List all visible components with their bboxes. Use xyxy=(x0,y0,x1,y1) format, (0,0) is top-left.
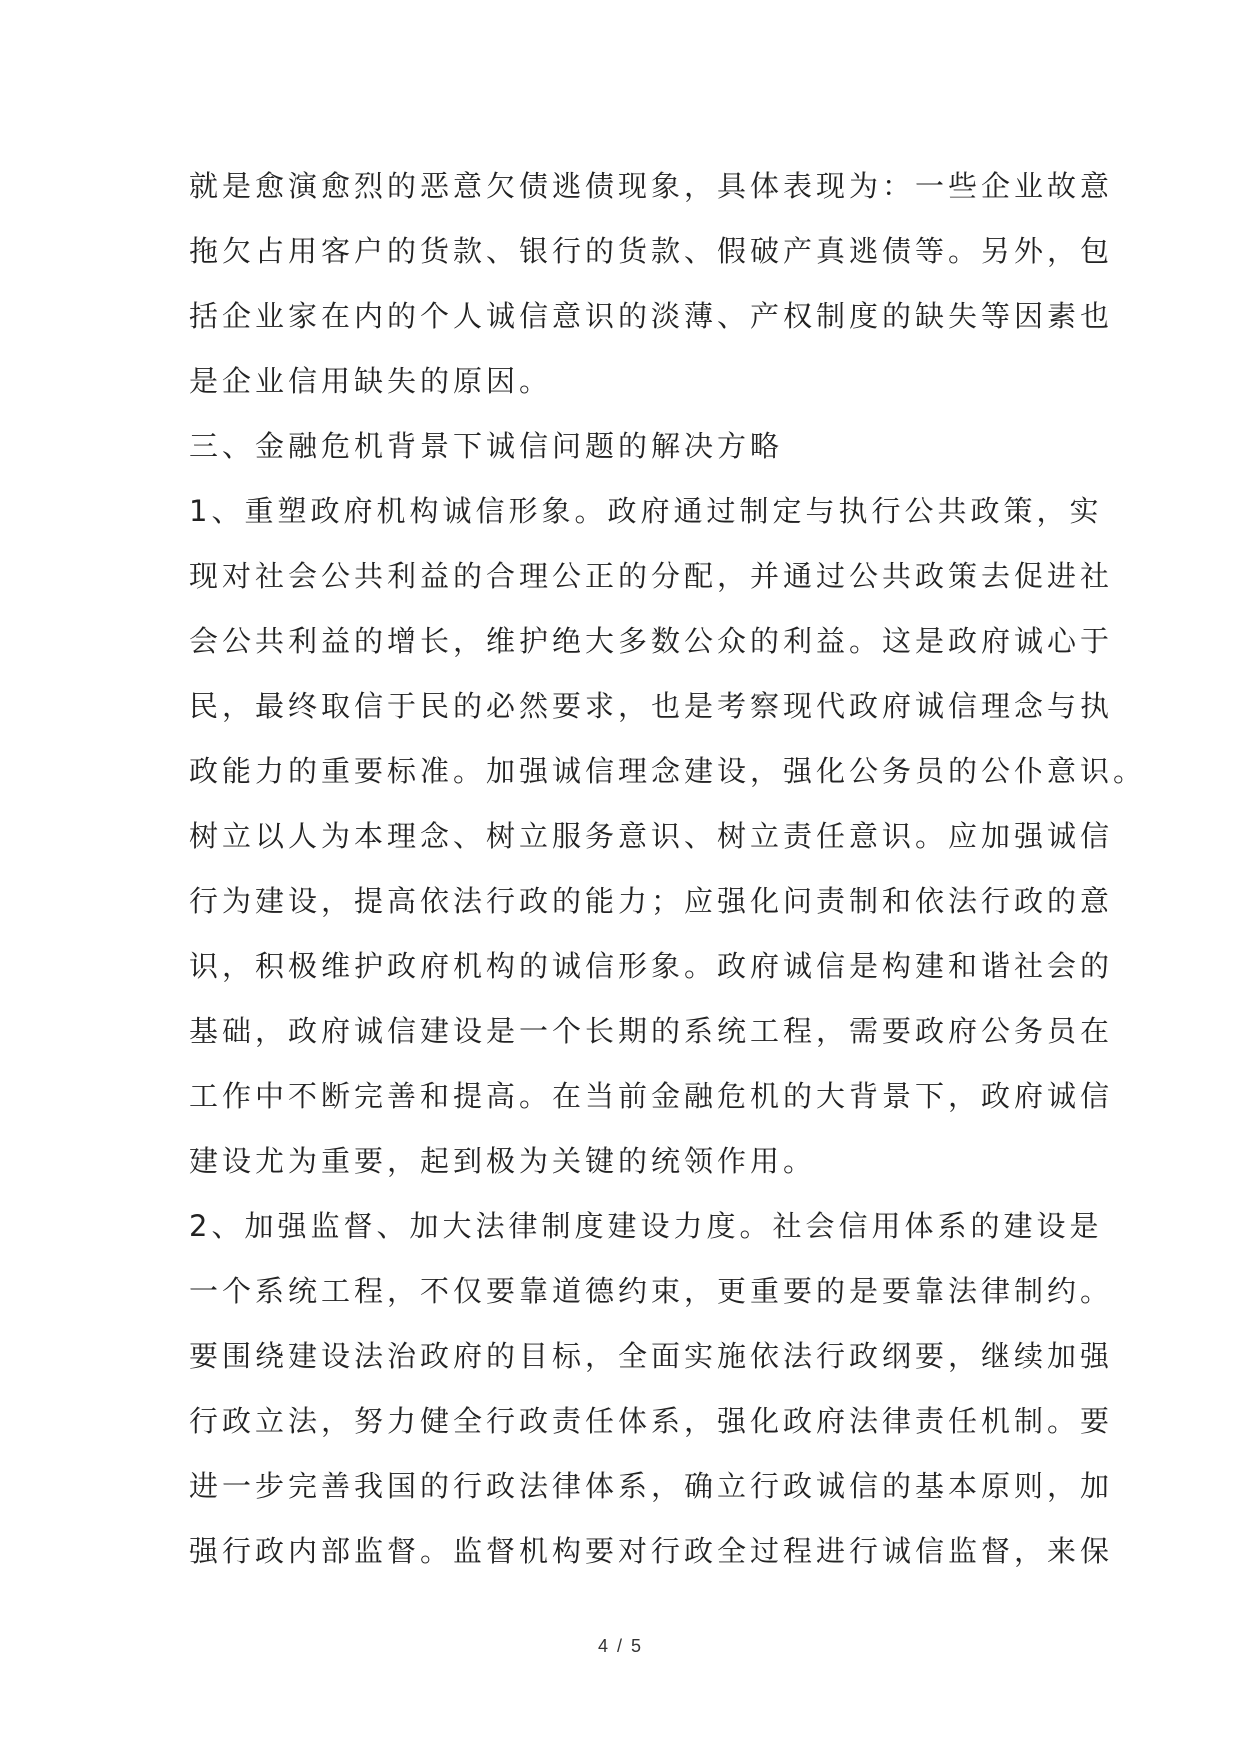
text-line: 民，最终取信于民的必然要求，也是考察现代政府诚信理念与执 xyxy=(189,689,1114,723)
text-line: 是企业信用缺失的原因。 xyxy=(189,364,553,398)
text-line: 拖欠占用客户的货款、银行的货款、假破产真逃债等。另外，包 xyxy=(189,234,1114,268)
text-line: 强行政内部监督。监督机构要对行政全过程进行诚信监督，来保 xyxy=(189,1534,1114,1568)
body-text xyxy=(189,156,1147,1586)
page-number: 4 / 5 xyxy=(597,1636,644,1656)
text-line: 要围绕建设法治政府的目标，全面实施依法行政纲要，继续加强 xyxy=(189,1339,1114,1373)
text-line: 政能力的重要标准。加强诚信理念建设，强化公务员的公仆意识。 xyxy=(189,754,1147,788)
text-line: 行为建设，提高依法行政的能力；应强化问责制和依法行政的意 xyxy=(189,884,1114,918)
text-line: 基础，政府诚信建设是一个长期的系统工程，需要政府公务员在 xyxy=(189,1014,1114,1048)
text-line: 树立以人为本理念、树立服务意识、树立责任意识。应加强诚信 xyxy=(189,819,1114,853)
text-line: 括企业家在内的个人诚信意识的淡薄、产权制度的缺失等因素也 xyxy=(189,299,1114,333)
text-line: 识，积极维护政府机构的诚信形象。政府诚信是构建和谐社会的 xyxy=(189,949,1114,983)
text-line: 就是愈演愈烈的恶意欠债逃债现象，具体表现为：一些企业故意 xyxy=(189,169,1114,203)
text-line: 进一步完善我国的行政法律体系，确立行政诚信的基本原则，加 xyxy=(189,1469,1114,1503)
text-line: 现对社会公共利益的合理公正的分配，并通过公共政策去促进社 xyxy=(189,559,1114,593)
text-line: 2、加强监督、加大法律制度建设力度。社会信用体系的建设是 xyxy=(189,1209,1103,1243)
text-line: 行政立法，努力健全行政责任体系，强化政府法律责任机制。要 xyxy=(189,1404,1114,1438)
text-line: 一个系统工程，不仅要靠道德约束，更重要的是要靠法律制约。 xyxy=(189,1274,1114,1308)
text-line: 工作中不断完善和提高。在当前金融危机的大背景下，政府诚信 xyxy=(189,1079,1114,1113)
section-heading: 三、金融危机背景下诚信问题的解决方略 xyxy=(189,429,784,463)
text-line: 建设尤为重要，起到极为关键的统领作用。 xyxy=(189,1144,817,1178)
text-line: 1、重塑政府机构诚信形象。政府通过制定与执行公共政策，实 xyxy=(189,494,1103,528)
text-line: 会公共利益的增长，维护绝大多数公众的利益。这是政府诚心于 xyxy=(189,624,1114,658)
